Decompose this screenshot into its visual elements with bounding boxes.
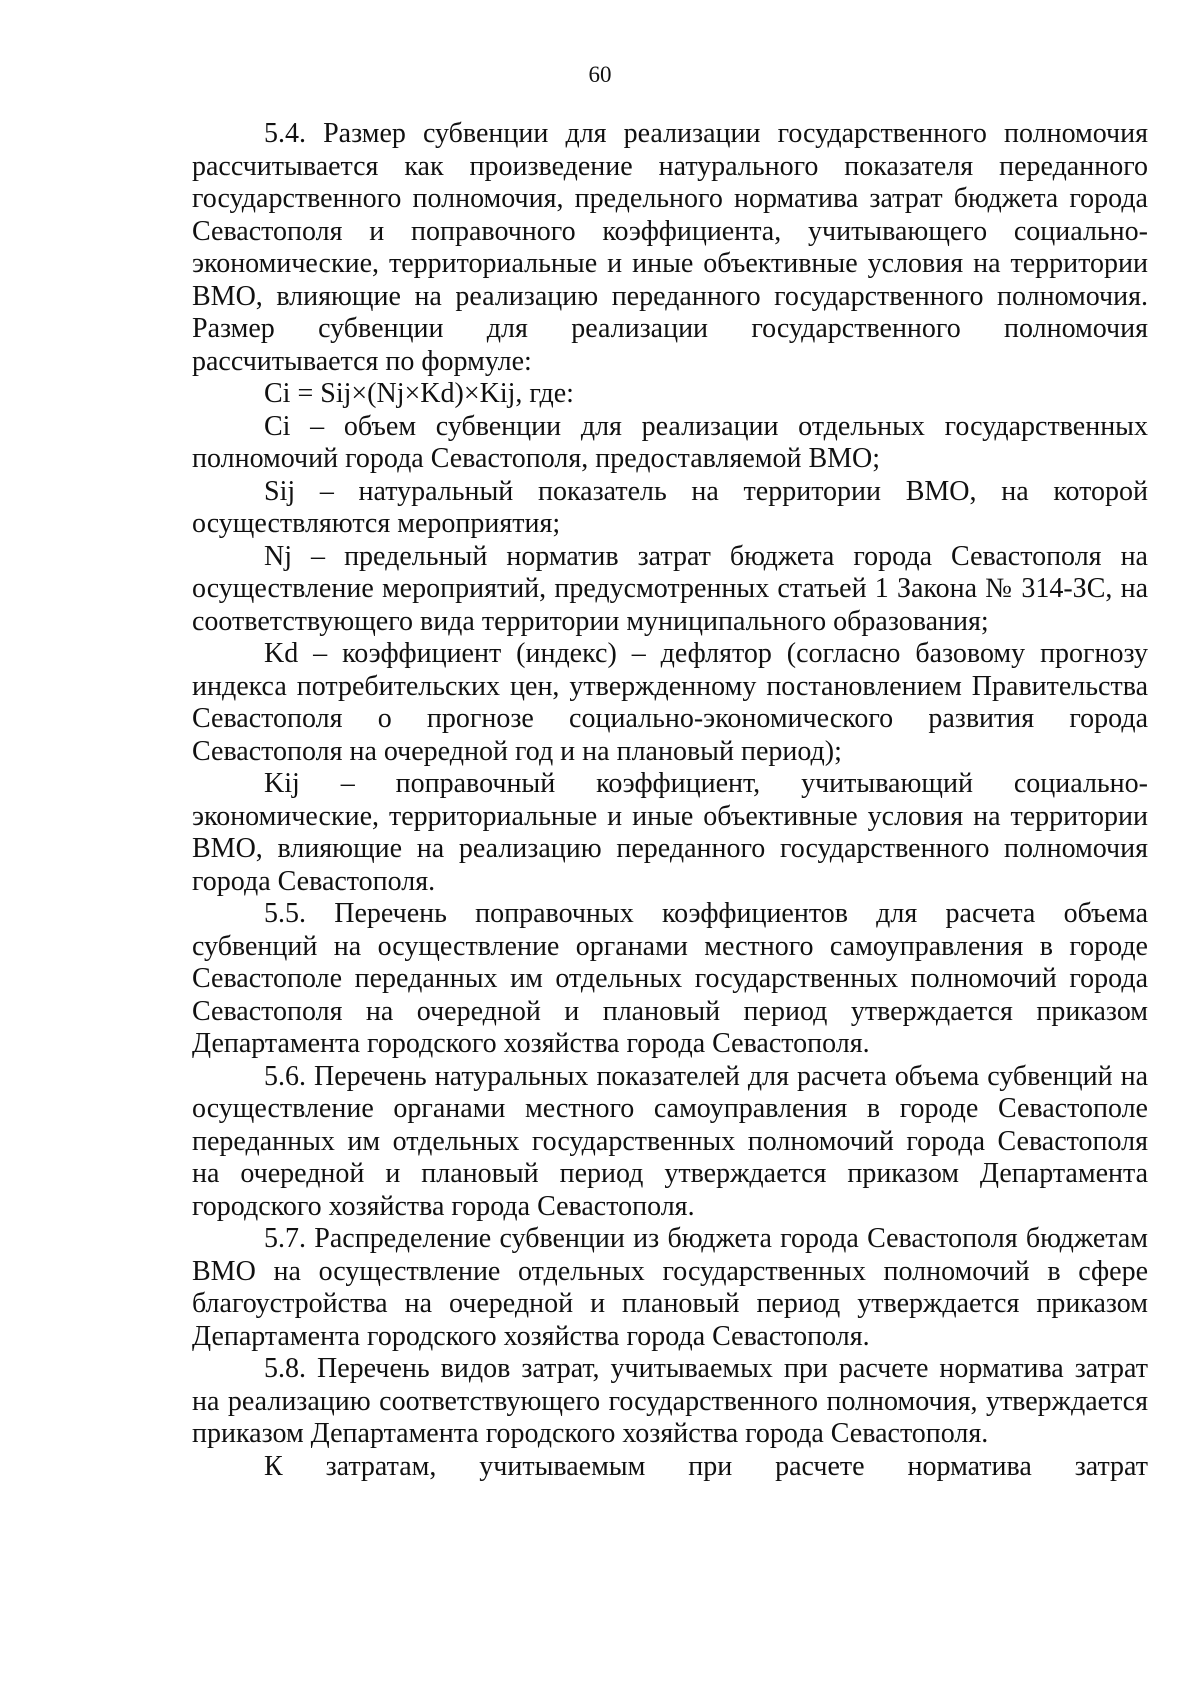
formula-line: Ci = Sij×(Nj×Kd)×Kij, где:	[264, 378, 574, 409]
page-number: 60	[588, 62, 612, 87]
definition-sij: Sij – натуральный показатель на территории ВМО, на которой осуществляются мероприятия;	[192, 475, 1148, 539]
paragraph-5-6: 5.6. Перечень натуральных показателей для расчета объема субвенций на осуществление органами местного самоуправления в городе Севастополе переданных им отдельных государственных полномочий города Севастополя на очередной и плановый период утверждается приказом Департамента городского хозяйства города Севастополя.	[192, 1060, 1148, 1222]
definition-kd: Kd – коэффициент (индекс) – дефлятор (согласно базовому прогнозу индекса потребительских цен, утвержденному постановлением Правительства Севастополя о прогнозе социально-экономического развития города Севастополя на очередной год и на плановый период);	[192, 638, 1148, 767]
definition-kij: Kij – поправочный коэффициент, учитывающий социально-экономические, территориальные и иные объективные условия на территории ВМО, влияющие на реализацию переданного государственного полномочия города Севастополя.	[192, 768, 1148, 897]
paragraph-5-5: 5.5. Перечень поправочных коэффициентов для расчета объема субвенций на осуществление органами местного самоуправления в городе Севастополе переданных им отдельных государственных полномочий города Севастополя на очередной и плановый период утверждается приказом Департамента городского хозяйства города Севастополя.	[192, 898, 1148, 1059]
paragraph-5-8: 5.8. Перечень видов затрат, учитываемых при расчете норматива затрат на реализацию соответствующего государственного полномочия, утверждается приказом Департамента городского хозяйства города Севастополя.	[192, 1353, 1148, 1449]
paragraph-costs-continued: К затратам, учитываемым при расчете норматива затрат	[264, 1450, 1148, 1482]
definition-nj: Nj – предельный норматив затрат бюджета города Севастополя на осуществление мероприятий, предусмотренных статьей 1 Закона № 314-ЗС, на соответствующего вида территории муниципального образования;	[192, 540, 1148, 637]
paragraph-5-7: 5.7. Распределение субвенции из бюджета города Севастополя бюджетам ВМО на осуществление отдельных государственных полномочий в сфере благоустройства на очередной и плановый период утверждается приказом Департамента городского хозяйства города Севастополя.	[192, 1223, 1148, 1352]
definition-ci: Ci – объем субвенции для реализации отдельных государственных полномочий города Севастополя, предоставляемой ВМО;	[192, 410, 1148, 474]
paragraph-5-4: 5.4. Размер субвенции для реализации государственного полномочия рассчитывается как произведение натурального показателя переданного государственного полномочия, предельного норматива затрат бюджета города Севастополя и поправочного коэффициента, учитывающего социально-экономические, территориальные и иные объективные условия на территории ВМО, влияющие на реализацию переданного государственного полномочия. Размер субвенции для реализации государственного полномочия рассчитывается по формуле:	[192, 118, 1148, 377]
document-body	[192, 118, 1148, 1483]
